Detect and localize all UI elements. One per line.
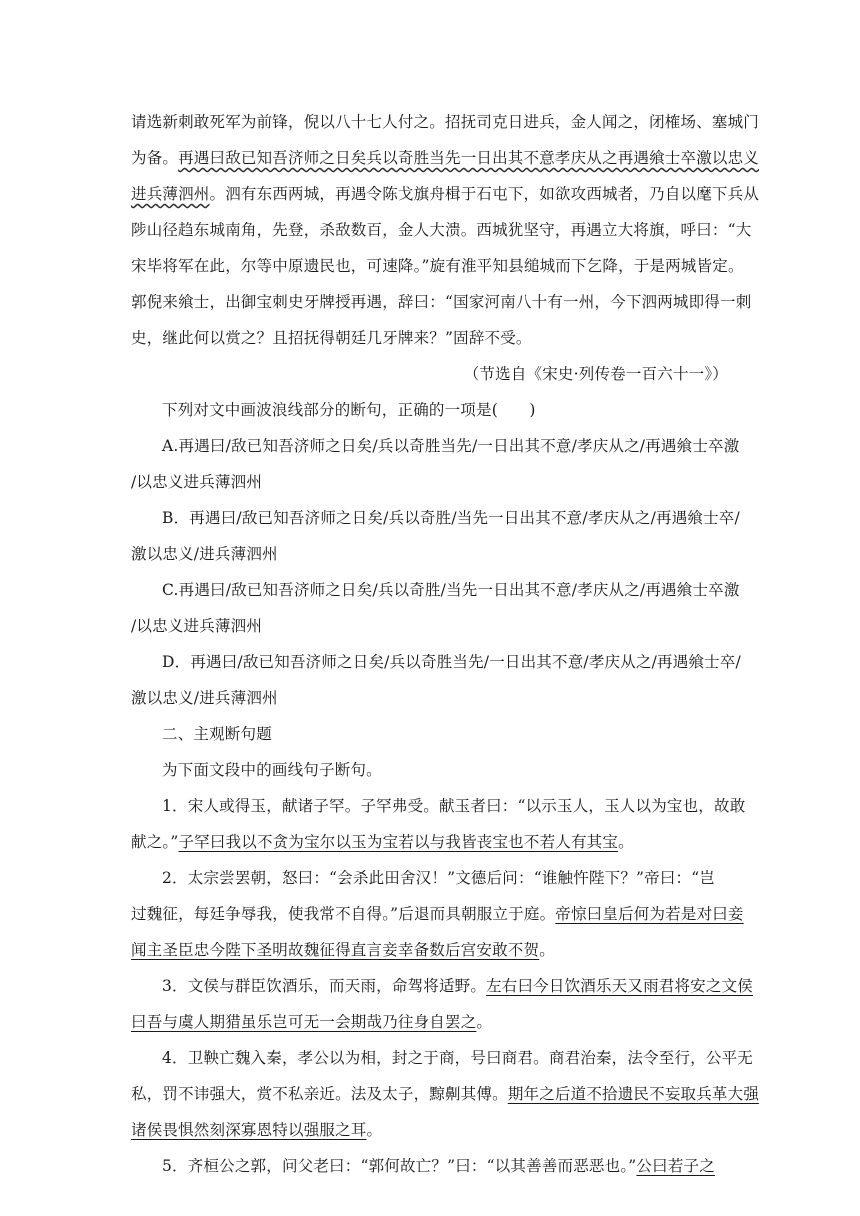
wavy-underlined-text: 再遇曰敌已知吾济师之日矣兵以奇胜当先一日出其不意孝庆从之再遇飨士卒激以忠义 <box>178 149 760 167</box>
exercise-4: 4．卫鞅亡魏入秦，孝公以为相，封之于商，号曰商君。商君治秦，法令至行，公平无 <box>162 1049 753 1067</box>
exercise-2-cont: 闻主圣臣忠今陛下圣明故魏征得直言妾幸备数后宫安敢不贺。 <box>131 941 555 959</box>
option-d-cont: 激以忠义/进兵薄泗州 <box>131 689 278 707</box>
option-c: C.再遇曰/敌已知吾济师之日矣/兵以奇胜/当先一日出其不意/孝庆从之/再遇飨士卒激 <box>162 581 740 599</box>
exercise-4-cont: 私，罚不讳强大，赏不私亲近。法及太子，黥劓其傅。期年之后道不拾遗民不妄取兵革大强 <box>131 1085 760 1103</box>
section-heading: 二、主观断句题 <box>162 725 272 743</box>
underlined-sentence: 期年之后道不拾遗民不妄取兵革大强 <box>507 1085 760 1103</box>
exercise-5: 5．齐桓公之郭，问父老曰：“郭何故亡？”曰：“以其善善而恶恶也。”公曰若子之 <box>162 1157 715 1175</box>
option-a-cont: /以忠义进兵薄泗州 <box>131 473 263 491</box>
passage-line: 为备。再遇曰敌已知吾济师之日矣兵以奇胜当先一日出其不意孝庆从之再遇飨士卒激以忠义 <box>131 149 760 167</box>
exercise-3: 3．文侯与群臣饮酒乐，而天雨，命驾将适野。左右曰今日饮酒乐天又雨君将安之文侯 <box>162 977 753 995</box>
underlined-sentence: 帝惊曰皇后何为若是对曰妾 <box>555 905 744 923</box>
wavy-underlined-text: 进兵薄泗州 <box>131 185 210 203</box>
underlined-sentence: 左右曰今日饮酒乐天又雨君将安之文侯 <box>486 977 753 995</box>
question-stem: 下列对文中画波浪线部分的断句，正确的一项是( ) <box>162 401 536 419</box>
underlined-sentence: 子罕曰我以不贪为宝尔以玉为宝若以与我皆丧宝也不若人有其宝 <box>178 833 619 851</box>
passage-line: 史，继此何以赏之？且招抚得朝廷几牙牌来？”固辞不受。 <box>131 329 532 347</box>
exercise-1-cont: 献之。”子罕曰我以不贪为宝尔以玉为宝若以与我皆丧宝也不若人有其宝。 <box>131 833 634 851</box>
exercise-2-cont: 过魏征，每廷争辱我，使我常不自得。”后退而具朝服立于庭。帝惊曰皇后何为若是对曰妾 <box>131 905 744 923</box>
option-b: B．再遇曰/敌已知吾济师之日矣/兵以奇胜/当先一日出其不意/孝庆从之/再遇飨士卒/ <box>162 509 740 527</box>
passage-line: 郭倪来飨士，出御宝刺史牙牌授再遇，辞曰：“国家河南八十有一州，今下泗两城即得一刺 <box>131 293 752 311</box>
passage-line: 请选新刺敢死军为前锋，倪以八十七人付之。招抚司克日进兵，金人闻之，闭榷场、塞城门 <box>131 113 760 131</box>
exercise-2: 2．太宗尝罢朝，怒曰：“会杀此田舍汉！”文德后问：“谁触忤陛下？”帝曰：“岂 <box>162 869 716 887</box>
underlined-sentence: 曰吾与虞人期猎虽乐岂可无一会期哉乃往身自罢之 <box>131 1013 477 1031</box>
passage-line: 宋毕将军在此，尔等中原遗民也，可速降。”旋有淮平知县缒城而下乞降，于是两城皆定。 <box>131 257 744 275</box>
option-a: A.再遇曰/敌已知吾济师之日矣/兵以奇胜当先/一日出其不意/孝庆从之/再遇飨士卒激 <box>162 437 740 455</box>
exercise-4-cont: 诸侯畏惧然刻深寡恩特以强服之耳。 <box>131 1121 383 1139</box>
passage-line: 陟山径趋东城南角，先登，杀敌数百，金人大溃。西城犹坚守，再遇立大将旗，呼曰：“大 <box>131 221 752 239</box>
option-b-cont: 激以忠义/进兵薄泗州 <box>131 545 278 563</box>
underlined-sentence: 闻主圣臣忠今陛下圣明故魏征得直言妾幸备数后宫安敢不贺 <box>131 941 540 959</box>
section-instruction: 为下面文段中的画线句子断句。 <box>162 761 382 779</box>
exercise-3-cont: 曰吾与虞人期猎虽乐岂可无一会期哉乃往身自罢之。 <box>131 1013 493 1031</box>
passage-line: 进兵薄泗州。泗有东西两城，再遇令陈戈旗舟楫于石屯下，如欲攻西城者，乃自以麾下兵从 <box>131 185 760 203</box>
option-d: D．再遇曰/敌已知吾济师之日矣/兵以奇胜当先/一日出其不意/孝庆从之/再遇飨士卒/ <box>162 653 741 671</box>
underlined-sentence: 诸侯畏惧然刻深寡恩特以强服之耳 <box>131 1121 367 1139</box>
option-c-cont: /以忠义进兵薄泗州 <box>131 617 263 635</box>
exercise-1: 1．宋人或得玉，献诸子罕。子罕弗受。献玉者曰：“以示玉人，玉人以为宝也，故敢 <box>162 797 746 815</box>
underlined-sentence: 公曰若子之 <box>636 1157 715 1175</box>
source-citation: （节选自《宋史·列传卷一百六十一》） <box>463 365 728 383</box>
